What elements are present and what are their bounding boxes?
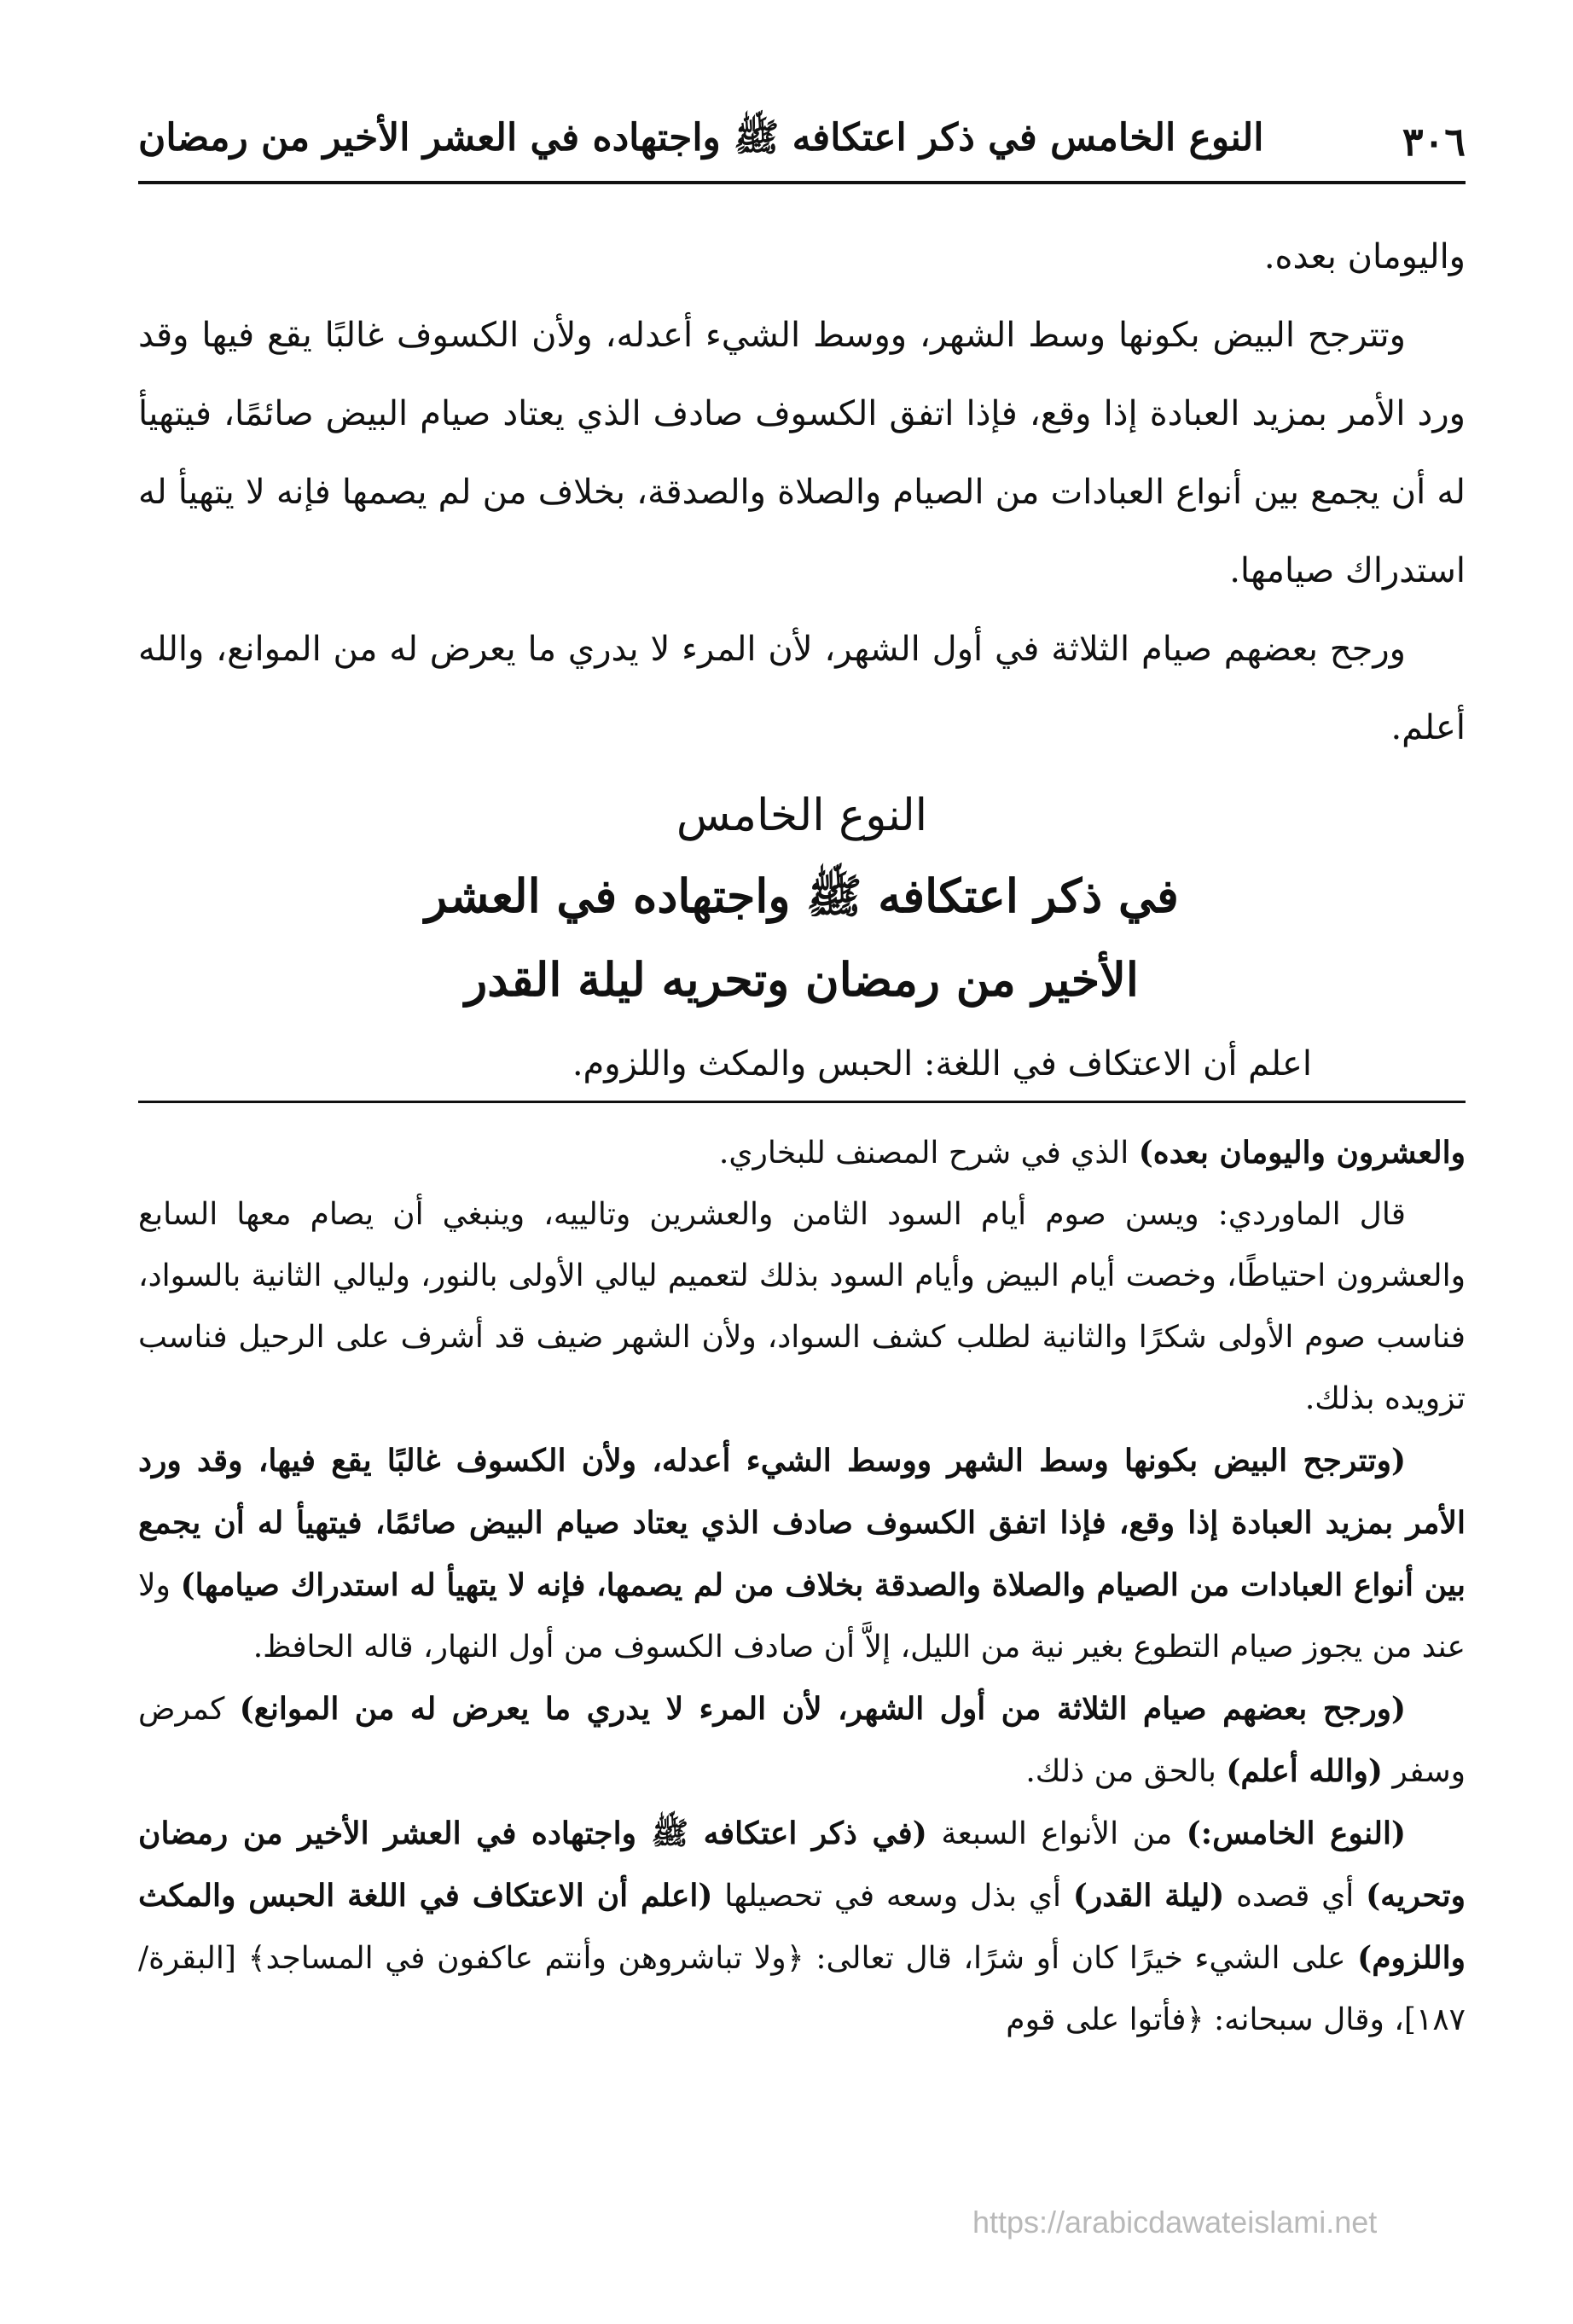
commentary-text-span: على الشيء خيرًا كان أو شرًا، قال تعالى: ﴿ولا تباشروهن وأنتم عاكفون في المساجد﴾ [البقرة/١٨٧]، وقال سبحانه: ﴿فأتوا على قوم (138, 1941, 1466, 2037)
commentary-text-span: من الأنواع السبعة (926, 1816, 1187, 1851)
commentary-text-span: بالحق من ذلك. (1025, 1754, 1227, 1789)
commentary-text-span: أي بذل وسعه في تحصيلها (712, 1879, 1073, 1914)
quoted-text: (والله أعلم) (1226, 1753, 1383, 1789)
commentary-paragraph-2: قال الماوردي: ويسن صوم أيام السود الثامن والعشرين وتالييه، وينبغي أن يصام معها السابع والعشرون احتياطًا، وخصت أيام البيض وأيام السود بذلك لتعميم ليالي الأولى بالنور، وليالي الثانية بالسواد، فناسب صوم الأولى شكرًا والثانية لطلب كشف السواد، ولأن الشهر ضيف قد أشرف على الرحيل فناسب تزويده بذلك. (138, 1197, 1466, 1416)
commentary-text-span: الذي في شرح المصنف للبخاري. (718, 1136, 1139, 1171)
section-title-line-2: الأخير من رمضان وتحريه ليلة القدر (465, 952, 1139, 1007)
commentary-text (138, 1122, 1466, 2051)
header-rule (138, 181, 1466, 184)
running-title: النوع الخامس في ذكر اعتكافه ﷺ واجتهاده في العشر الأخير من رمضان (138, 116, 1264, 160)
quoted-text: والعشرون واليومان بعده) (1138, 1135, 1466, 1171)
main-text (138, 218, 1466, 1103)
definition-paragraph: اعلم أن الاعتكاف في اللغة: الحبس والمكث واللزوم. (572, 1044, 1312, 1084)
section-name: النوع الخامس (676, 790, 928, 841)
main-paragraph-1: واليومان بعده. (1263, 237, 1466, 276)
commentary-text-span: أي قصده (1224, 1879, 1367, 1914)
quoted-text: (وتترجح البيض بكونها وسط الشهر ووسط الشيء أعدله، ولأن الكسوف غالبًا يقع فيها، وقد ورد الأمر بمزيد العبادة إذا وقع، فإذا اتفق الكسوف صادف الذي يعتاد صيام البيض صائمًا، فيتهيأ له أن يجمع بين أنواع العبادات من الصيام والصلاة والصدقة بخلاف من لم يصمها، فإنه لا يتهيأ له استدراك صيامها) (138, 1443, 1466, 1603)
section-title-line-1: في ذكر اعتكافه ﷺ واجتهاده في العشر (425, 869, 1179, 923)
commentary-text-span: كمرض وسفر (138, 1692, 1466, 1789)
main-paragraph-2: وتترجح البيض بكونها وسط الشهر، ووسط الشيء أعدله، ولأن الكسوف غالبًا يقع فيها وقد ورد الأمر بمزيد العبادة إذا وقع، فإذا اتفق الكسوف صادف الذي يعتاد صيام البيض صائمًا، فيتهيأ له أن يجمع بين أنواع العبادات من الصيام والصلاة والصدقة، بخلاف من لم يصمها فإنه لا يتهيأ له استدراك صيامها. (138, 316, 1466, 590)
commentary-paragraph-4 (138, 1678, 1466, 1803)
quoted-text: (اعلم أن الاعتكاف في اللغة الحبس والمكث واللزوم) (138, 1878, 1466, 1976)
quoted-text: (ورجح بعضهم صيام الثلاثة من أول الشهر، لأن المرء لا يدري ما يعرض له من الموانع) (239, 1691, 1406, 1727)
commentary-paragraph-5 (138, 1803, 1466, 2051)
page-number: ٣٠٦ (1402, 119, 1466, 165)
commentary-paragraph-1 (138, 1122, 1466, 1184)
quoted-text: (النوع الخامس:) (1186, 1816, 1406, 1851)
section-heading (138, 777, 1466, 1021)
commentary-paragraph-3 (138, 1430, 1466, 1678)
commentary-separator (138, 1101, 1466, 1103)
quoted-text: (ليلة القدر) (1072, 1878, 1225, 1914)
source-watermark: https://arabicdawateislami.net (972, 2205, 1378, 2240)
main-paragraph-3: ورجح بعضهم صيام الثلاثة في أول الشهر، لأن المرء لا يدري ما يعرض له من الموانع، والله أعلم. (138, 630, 1466, 747)
page-header (138, 102, 1466, 181)
quoted-text: (في ذكر اعتكافه ﷺ واجتهاده في العشر الأخير من رمضان وتحريه) (138, 1816, 1466, 1914)
commentary-text-span: ولا عند من يجوز صيام التطوع بغير نية من الليل، إلاَّ أن صادف الكسوف من أول النهار، قاله الحافظ. (138, 1568, 1466, 1665)
